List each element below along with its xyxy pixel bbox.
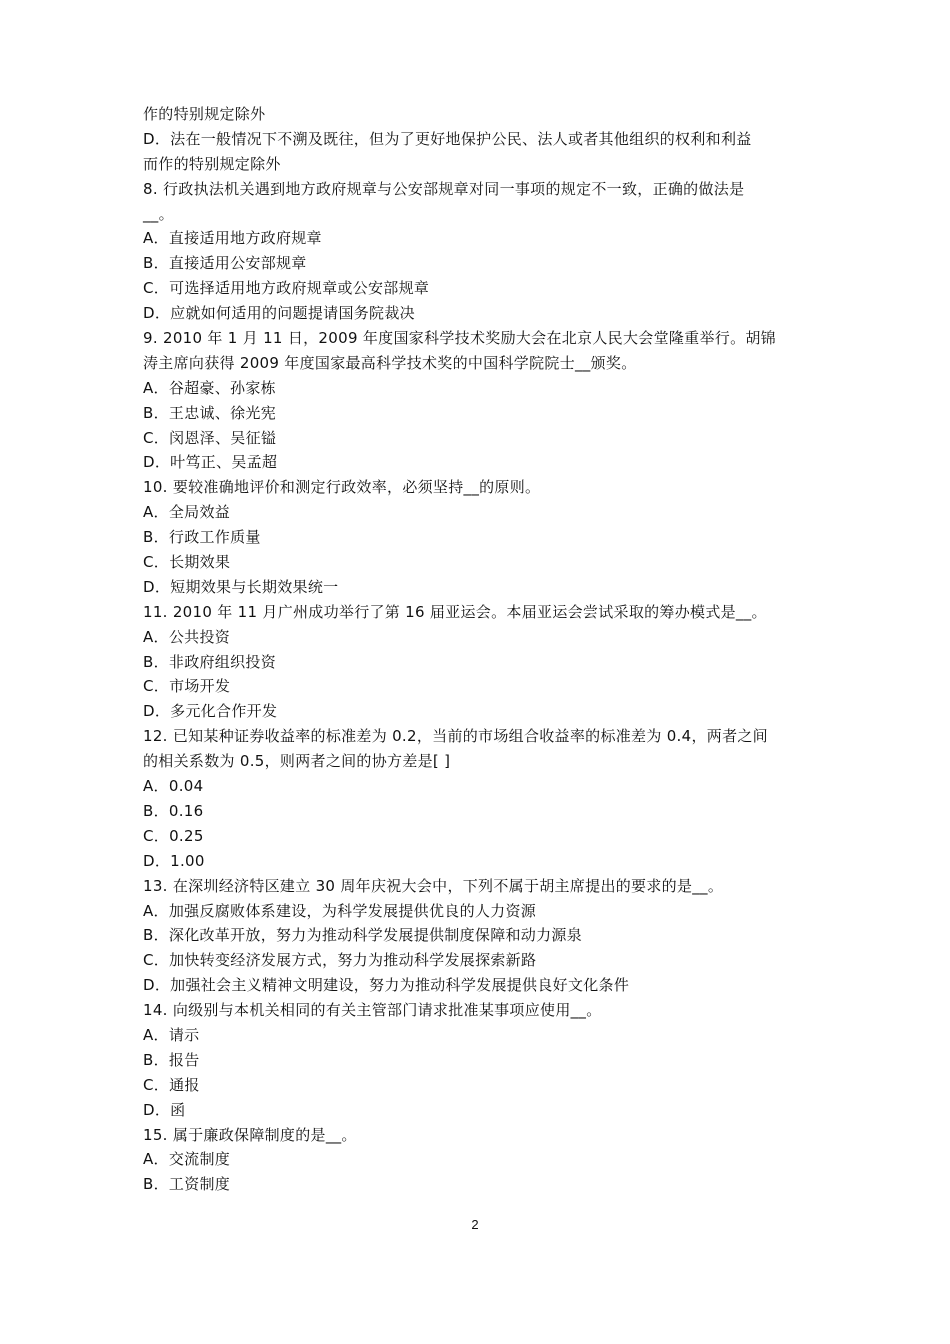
text-line: __。 xyxy=(143,204,174,223)
text-line: B．深化改革开放，努力为推动科学发展提供制度保障和动力源泉 xyxy=(143,926,582,945)
text-line: B．0.16 xyxy=(143,801,204,820)
text-line: B．直接适用公安部规章 xyxy=(143,254,307,273)
text-line: 15. 属于廉政保障制度的是__。 xyxy=(143,1125,357,1144)
text-line: C．加快转变经济发展方式，努力为推动科学发展探索新路 xyxy=(143,951,537,970)
document-body xyxy=(143,102,815,1197)
text-line: A．公共投资 xyxy=(143,627,231,646)
text-line: B．王忠诚、徐光宪 xyxy=(143,403,276,422)
page-number: 2 xyxy=(471,1217,479,1232)
text-line: 而作的特别规定除外 xyxy=(143,154,281,173)
text-line: A．请示 xyxy=(143,1025,200,1044)
text-line: A．谷超豪、孙家栋 xyxy=(143,378,276,397)
text-line: D．短期效果与长期效果统一 xyxy=(143,577,339,596)
text-line: B．行政工作质量 xyxy=(143,528,261,547)
text-line: C．闵恩泽、吴征镒 xyxy=(143,428,277,447)
text-line: C．长期效果 xyxy=(143,553,231,572)
text-line: C．0.25 xyxy=(143,826,204,845)
text-line: A．直接适用地方政府规章 xyxy=(143,229,322,248)
text-line: 10. 要较准确地评价和测定行政效率，必须坚持__的原则。 xyxy=(143,478,541,497)
text-line: A．全局效益 xyxy=(143,503,231,522)
text-line: D．函 xyxy=(143,1100,186,1119)
text-line: 涛主席向获得 2009 年度国家最高科学技术奖的中国科学院院士__颁奖。 xyxy=(143,353,637,372)
text-line: D．多元化合作开发 xyxy=(143,702,278,721)
text-line: D．应就如何适用的问题提请国务院裁决 xyxy=(143,304,415,323)
text-line: B．工资制度 xyxy=(143,1175,231,1194)
text-line: C．通报 xyxy=(143,1075,200,1094)
text-line: A．交流制度 xyxy=(143,1150,231,1169)
text-line: D．法在一般情况下不溯及既往，但为了更好地保护公民、法人或者其他组织的权利和利益 xyxy=(143,129,752,148)
text-line: 8. 行政执法机关遇到地方政府规章与公安部规章对同一事项的规定不一致，正确的做法是 xyxy=(143,179,745,198)
text-line: D．叶笃正、吴孟超 xyxy=(143,453,278,472)
text-line: 11. 2010 年 11 月广州成功举行了第 16 届亚运会。本届亚运会尝试采取的筹办模式是__。 xyxy=(143,602,767,621)
text-line: C．可选择适用地方政府规章或公安部规章 xyxy=(143,279,430,298)
text-line: 9. 2010 年 1 月 11 日，2009 年度国家科学技术奖励大会在北京人民大会堂隆重举行。胡锦 xyxy=(143,329,776,348)
text-line: D．加强社会主义精神文明建设，努力为推动科学发展提供良好文化条件 xyxy=(143,976,630,995)
text-line: B．非政府组织投资 xyxy=(143,652,276,671)
text-line: B．报告 xyxy=(143,1050,200,1069)
text-line: 13. 在深圳经济特区建立 30 周年庆祝大会中，下列不属于胡主席提出的要求的是__。 xyxy=(143,876,724,895)
text-line: D．1.00 xyxy=(143,851,205,870)
text-line: 14. 向级别与本机关相同的有关主管部门请求批准某事项应使用__。 xyxy=(143,1001,602,1020)
text-line: C．市场开发 xyxy=(143,677,231,696)
text-line: A．0.04 xyxy=(143,777,204,796)
text-line: 作的特别规定除外 xyxy=(143,105,266,123)
text-line: 的相关系数为 0.5，则两者之间的协方差是[ ] xyxy=(143,752,451,771)
text-line: 12. 已知某种证券收益率的标准差为 0.2，当前的市场组合收益率的标准差为 0.4，两者之间 xyxy=(143,727,768,746)
text-line: A．加强反腐败体系建设，为科学发展提供优良的人力资源 xyxy=(143,901,537,920)
